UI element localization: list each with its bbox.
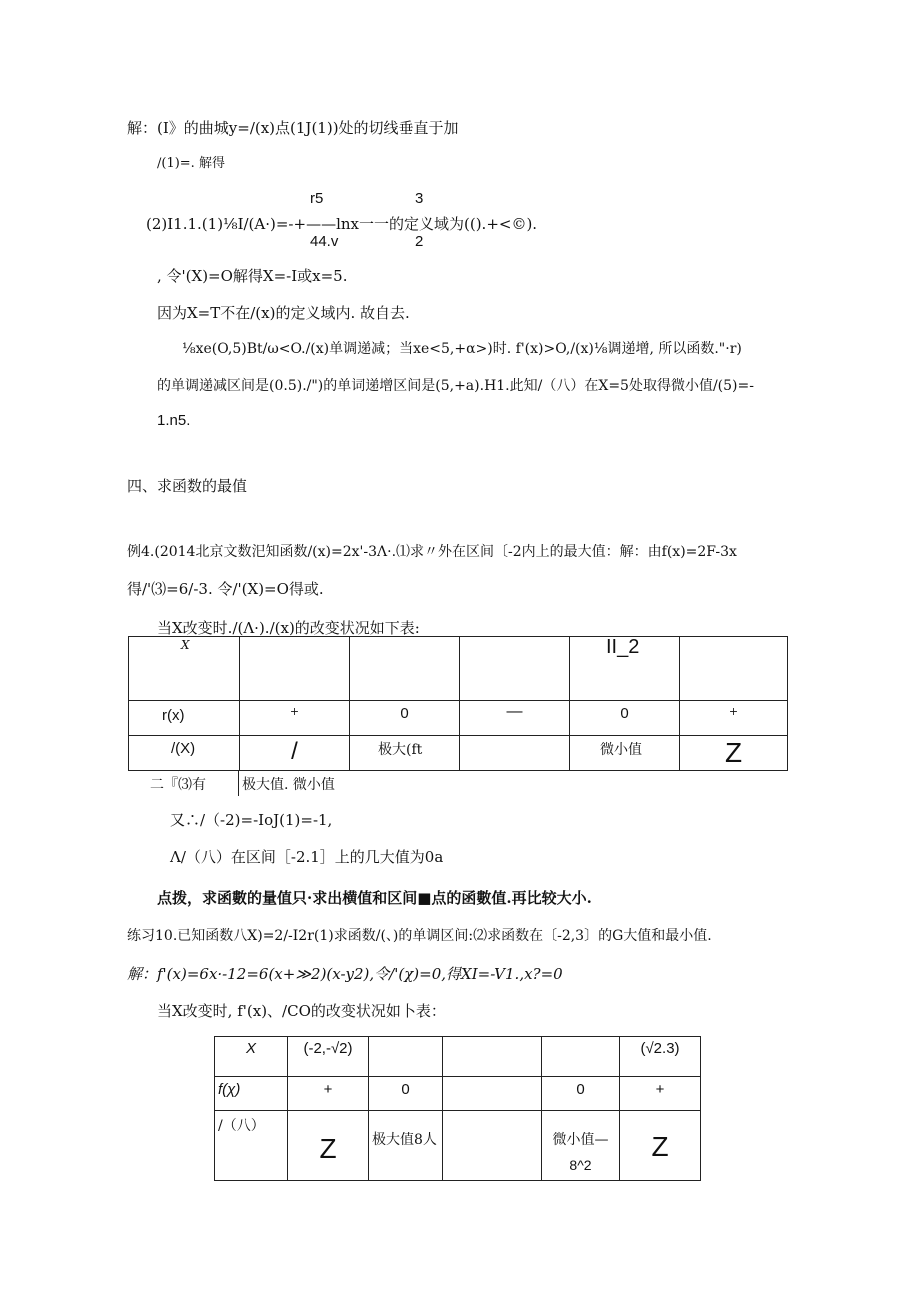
example-4-line-1: 例4.(2014北京文数汜知函数/(x)=2x'-3Λ·.⑴求〃外在区间〔-2内上的最大值：解：由f(x)=2F-3x <box>127 544 737 560</box>
after-table-1-line-2: 又∴/（-2)=-IoJ(1)=-1, <box>170 811 333 829</box>
t1-cell-x: X <box>129 637 240 701</box>
t2-cell-fprime-label: f(χ) <box>215 1077 288 1111</box>
exercise-10-solution: 解：f'(x)=6x·-12=6(x+≫2)(x-y2),令/'(χ)=0,得XI=-V1.,x?=0 <box>127 965 563 983</box>
solution-line-5: 因为X=T不在/(x)的定义域内. 故自去. <box>157 304 410 322</box>
solution-line-6: ⅛xe(O,5)Bt/ω<O./(x)单调递减；当xe<5,+α>)时. f'(x)>O,/(x)⅛调递增, 所以函数."·r) <box>182 341 742 357</box>
exercise-10-line: 练习10.已知函数八X)=2∕-I2r(1)求函数/(、)的单调区间:⑵求函数在〔-2,3〕的G大值和最小值. <box>127 928 712 944</box>
table-1-overflow-line <box>238 770 239 796</box>
example-4-line-2: 得/'⑶=6/-3. 令/'(X)=O得或. <box>127 580 324 598</box>
example-4-line-3: 当X改变时./(Λ·)./(x)的改变状况如下表: <box>157 619 420 637</box>
t2-cell-f-label: /（八） <box>215 1111 288 1181</box>
exercise-10-line-2: 当X改变时, f'(x)、/CO的改变状况如卜表： <box>157 1002 446 1020</box>
t1-cell-f-label: /(X) <box>129 736 240 771</box>
solution-line-3: (2)I1.1.(1)⅛I/(A·)=-+——lnx一一的定义域为(().+<©). <box>146 215 538 233</box>
after-table-1-line-1b: 极大值. 微小值 <box>242 777 335 793</box>
t1-cell-fprime-label: r(x) <box>129 701 240 736</box>
tip-line: 点拨，求函數的量值只·求出横值和区间■点的函數值.再比较大小. <box>157 889 592 907</box>
solution-line-4: , 令'(X)=O解得X=-I或x=5. <box>157 267 348 285</box>
variation-table-2: X (-2,-√2) (√2.3) f(χ) + 0 0 + /（八） Z 极大值8人 微小值— 8^2 Z <box>214 1036 701 1181</box>
fraction-numerator-right: 3 <box>415 190 424 207</box>
solution-line-2: /(1)=. 解得 <box>157 156 225 171</box>
section-heading-4: 四、求函数的最值 <box>127 477 248 495</box>
variation-table-1: X ΙΙ_2 r(x) + 0 — 0 + /(X) / 极大(ft 微小值 Z <box>128 636 788 771</box>
solution-line-1: 解：(I》的曲城y=/(x)点(1J(1))处的切线垂直于加 <box>127 119 459 137</box>
solution-line-7: 的单调递减区间是(0.5)./")的单词递增区间是(5,+a).H1.此知/（八）在X=5处取得微小值/(5)=- <box>157 378 754 394</box>
fraction-numerator-left: r5 <box>310 190 324 207</box>
t2-cell-x: X <box>215 1037 288 1077</box>
t1-cell-ii2: ΙΙ_2 <box>570 637 680 701</box>
solution-line-8: 1.n5. <box>157 412 191 429</box>
after-table-1-line-1: 二『⑶有 <box>150 777 206 793</box>
after-table-1-line-3: Λ/（八）在区间［-2.1］上的几大值为0a <box>170 848 444 866</box>
fraction-denominator-right: 2 <box>415 233 424 250</box>
fraction-denominator-left: 44.v <box>310 233 339 250</box>
